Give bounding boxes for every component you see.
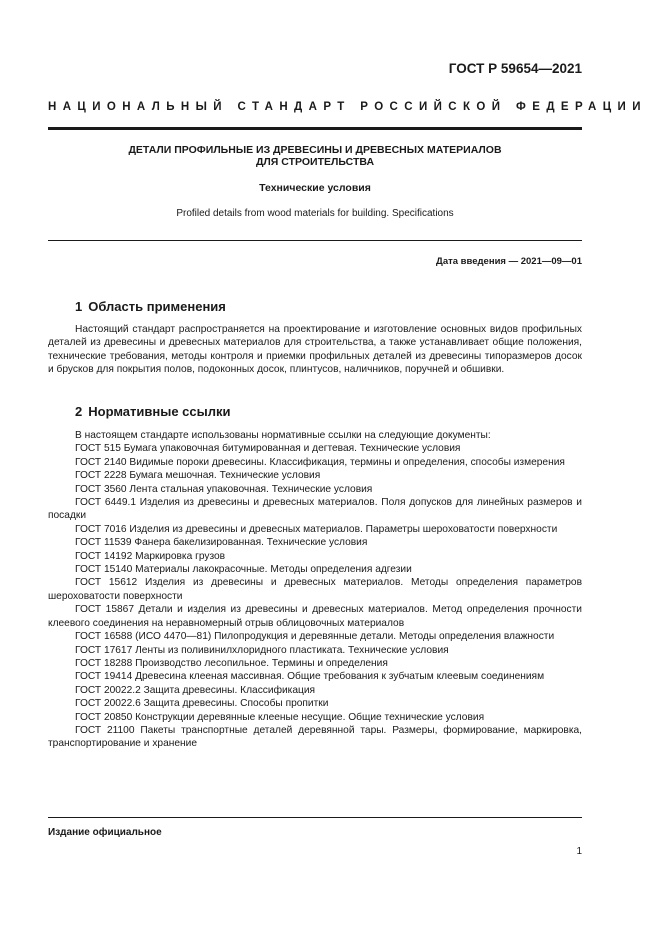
reference-item: ГОСТ 16588 (ИСО 4470—81) Пилопродукция и деревянные детали. Методы определения влажности xyxy=(75,631,555,643)
header-rule xyxy=(48,127,582,130)
section-2-body xyxy=(48,429,582,751)
footer-rule xyxy=(48,817,582,818)
reference-item: ГОСТ 21100 Пакеты транспортные деталей деревянной тары. Размеры, формирование, маркировка, транспортирование и хранение xyxy=(48,724,582,750)
paragraph: В настоящем стандарте использованы нормативные ссылки на следующие документы: xyxy=(75,430,491,441)
reference-item: ГОСТ 20850 Конструкции деревянные клееные несущие. Общие технические условия xyxy=(75,711,485,723)
reference-item: ГОСТ 18288 Производство лесопильное. Термины и определения xyxy=(75,657,388,669)
reference-item: ГОСТ 7016 Изделия из древесины и древесных материалов. Параметры шероховатости поверхности xyxy=(75,523,558,535)
national-standard-heading: НАЦИОНАЛЬНЫЙ СТАНДАРТ РОССИЙСКОЙ ФЕДЕРАЦИИ xyxy=(48,101,647,113)
reference-item: ГОСТ 20022.6 Защита древесины. Способы пропитки xyxy=(75,698,329,710)
reference-item: ГОСТ 15867 Детали и изделия из древесины и древесных материалов. Метод определения прочности клеевого соединения на неравномерный отрыв облицовочных материалов xyxy=(48,604,582,629)
reference-item: ГОСТ 515 Бумага упаковочная битумированная и дегтевая. Технические условия xyxy=(75,443,461,455)
paragraph: Настоящий стандарт распространяется на проектирование и изготовление основных видов профильных деталей из древесины и древесных материалов для строительства, а также устанавливает общие положения, технические требования, методы контроля и приемки профильных деталей из древесины типоразмеров досок и брусков для покрытия полов, подоконных досок, плинтусов, наличников, поручней и обшивки. xyxy=(48,324,582,376)
reference-item: ГОСТ 15612 Изделия из древесины и древесных материалов. Методы определения параметров шероховатости поверхности xyxy=(48,577,582,602)
english-title: Profiled details from wood materials for building. Specifications xyxy=(176,208,454,219)
reference-item: ГОСТ 6449.1 Изделия из древесины и древесных материалов. Поля допусков для линейных размеров и посадки xyxy=(48,497,582,522)
reference-item: ГОСТ 2228 Бумага мешочная. Технические условия xyxy=(75,470,321,482)
reference-item: ГОСТ 3560 Лента стальная упаковочная. Технические условия xyxy=(75,483,373,495)
reference-item: ГОСТ 11539 Фанера бакелизированная. Технические условия xyxy=(75,537,368,549)
reference-item: ГОСТ 19414 Древесина клееная массивная. Общие требования к зубчатым клеевым соединениям xyxy=(75,671,545,683)
document-subtitle: Технические условия xyxy=(259,182,371,194)
section-title: Область применения xyxy=(88,299,226,314)
section-number: 2 xyxy=(75,404,83,419)
reference-item: ГОСТ 17617 Ленты из поливинилхлоридного пластиката. Технические условия xyxy=(75,644,449,656)
reference-item: ГОСТ 14192 Маркировка грузов xyxy=(75,550,226,562)
section-number: 1 xyxy=(75,299,83,314)
document-title xyxy=(48,144,582,168)
section-title: Нормативные ссылки xyxy=(88,404,231,419)
introduction-date: Дата введения — 2021—09—01 xyxy=(436,256,582,267)
section-1-heading xyxy=(75,299,226,314)
reference-item: ГОСТ 15140 Материалы лакокрасочные. Методы определения адгезии xyxy=(75,564,412,576)
official-edition-label: Издание официальное xyxy=(48,827,162,838)
title-line-2: ДЛЯ СТРОИТЕЛЬСТВА xyxy=(255,156,375,168)
gost-code: ГОСТ Р 59654—2021 xyxy=(448,61,582,76)
reference-item: ГОСТ 20022.2 Защита древесины. Классификация xyxy=(75,684,316,696)
section-1-body xyxy=(48,323,582,377)
section-2-heading xyxy=(75,404,230,419)
page-number: 1 xyxy=(576,846,582,857)
title-line-1: ДЕТАЛИ ПРОФИЛЬНЫЕ ИЗ ДРЕВЕСИНЫ И ДРЕВЕСНЫХ МАТЕРИАЛОВ xyxy=(128,144,502,156)
reference-item: ГОСТ 2140 Видимые пороки древесины. Классификация, термины и определения, способы измерения xyxy=(75,456,565,468)
title-rule xyxy=(48,240,582,241)
